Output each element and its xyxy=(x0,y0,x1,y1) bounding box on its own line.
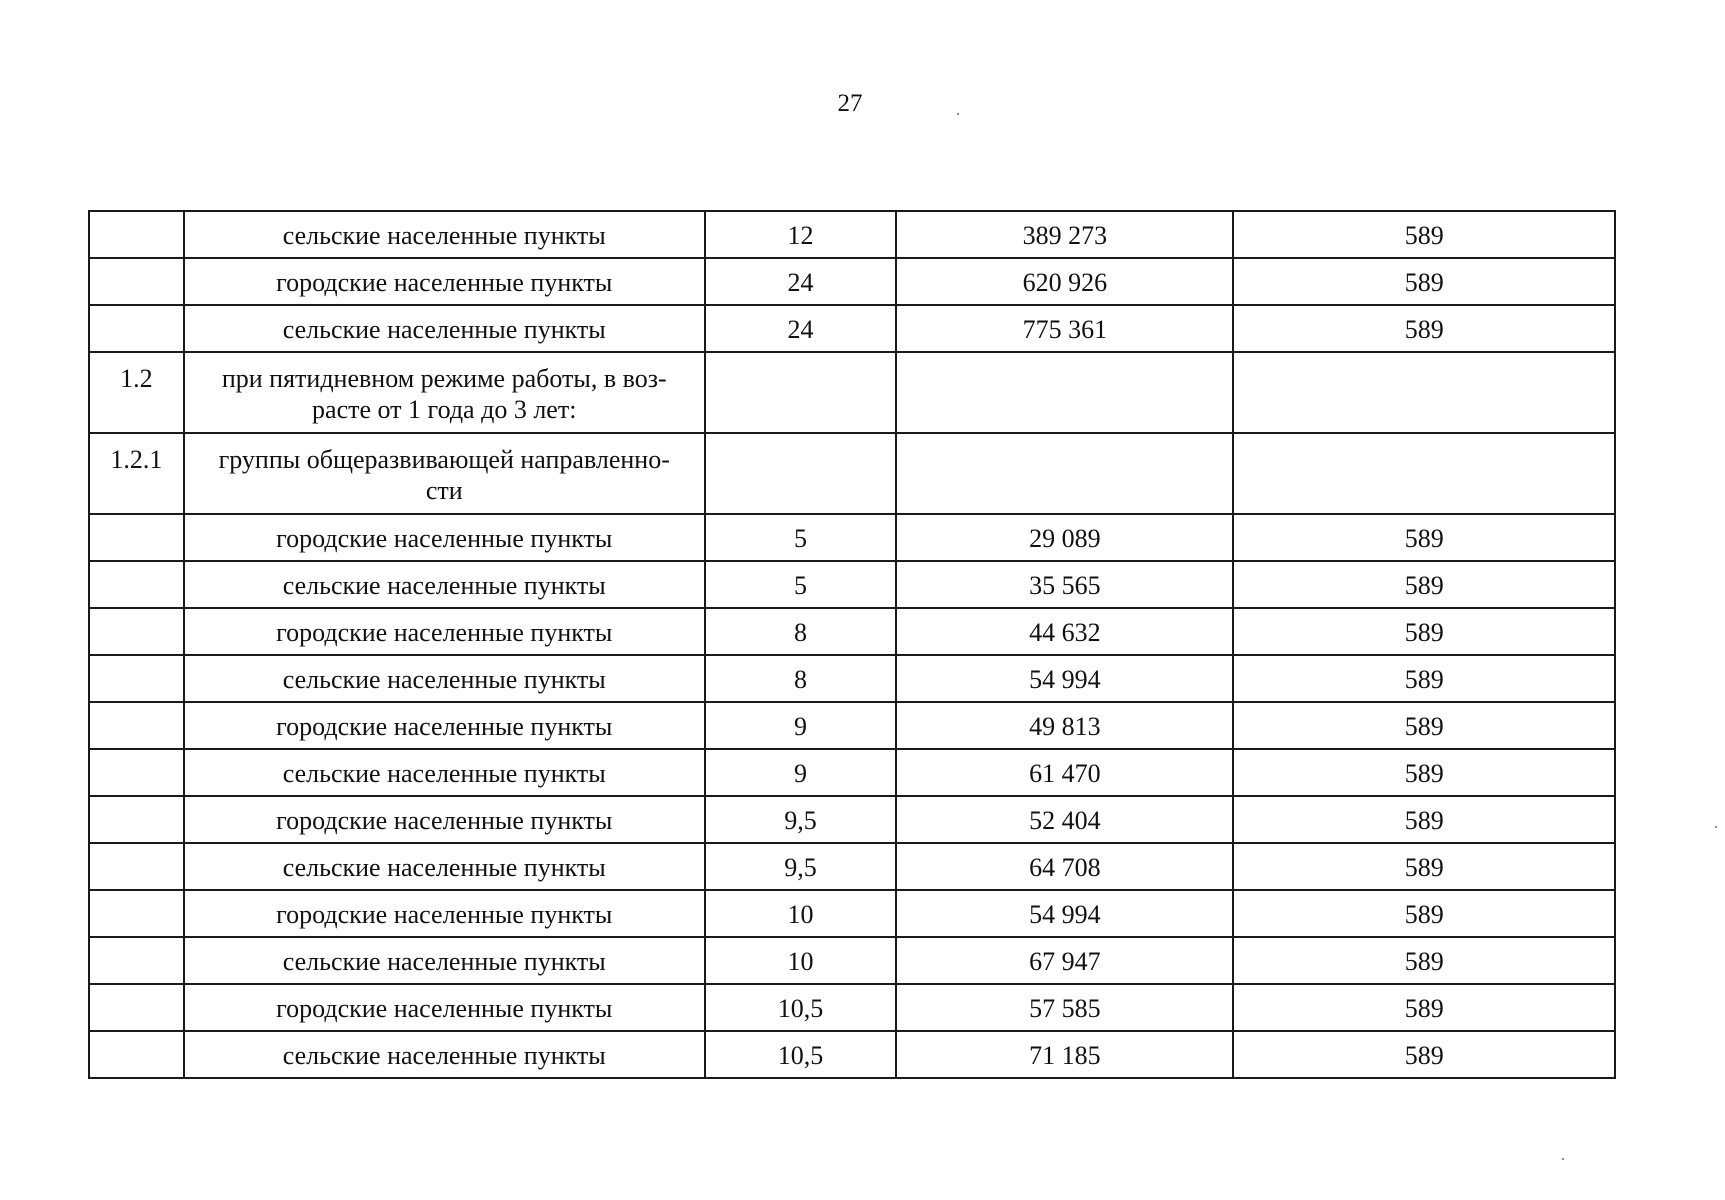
cell-cost xyxy=(896,352,1233,433)
table-row xyxy=(89,433,1615,514)
cell-cost: 54 994 xyxy=(896,890,1233,937)
cell-hours: 9 xyxy=(705,702,897,749)
cell-cost: 44 632 xyxy=(896,608,1233,655)
cell-cost: 49 813 xyxy=(896,702,1233,749)
cell-item-number: 1.2.1 xyxy=(89,433,184,514)
cell-settlement-type: сельские населенные пункты xyxy=(184,749,705,796)
cell-fee: 589 xyxy=(1233,211,1615,258)
cell-fee: 589 xyxy=(1233,258,1615,305)
table-row xyxy=(89,608,1615,655)
cell-item-number xyxy=(89,305,184,352)
cell-item-number xyxy=(89,702,184,749)
cell-hours: 8 xyxy=(705,608,897,655)
cell-hours: 24 xyxy=(705,258,897,305)
table-row xyxy=(89,702,1615,749)
table-row xyxy=(89,937,1615,984)
cell-cost: 389 273 xyxy=(896,211,1233,258)
table-row xyxy=(89,305,1615,352)
cell-fee: 589 xyxy=(1233,796,1615,843)
table-row xyxy=(89,749,1615,796)
table-row xyxy=(89,984,1615,1031)
table-row xyxy=(89,352,1615,433)
table-body xyxy=(89,211,1615,1078)
cell-item-number xyxy=(89,258,184,305)
cell-fee: 589 xyxy=(1233,749,1615,796)
cell-cost: 29 089 xyxy=(896,514,1233,561)
table-row xyxy=(89,843,1615,890)
cell-item-number xyxy=(89,984,184,1031)
cell-fee xyxy=(1233,352,1615,433)
cell-fee: 589 xyxy=(1233,1031,1615,1078)
table-row xyxy=(89,514,1615,561)
cell-text-line: группы общеразвивающей направленно- xyxy=(218,445,670,474)
cell-settlement-type: сельские населенные пункты xyxy=(184,937,705,984)
cell-settlement-type xyxy=(184,433,705,514)
cell-hours: 12 xyxy=(705,211,897,258)
cell-item-number xyxy=(89,890,184,937)
cell-cost: 54 994 xyxy=(896,655,1233,702)
cell-item-number xyxy=(89,749,184,796)
cell-hours: 10 xyxy=(705,937,897,984)
cell-fee: 589 xyxy=(1233,655,1615,702)
cell-fee: 589 xyxy=(1233,984,1615,1031)
cell-settlement-type: сельские населенные пункты xyxy=(184,1031,705,1078)
cell-item-number xyxy=(89,937,184,984)
cell-settlement-type: городские населенные пункты xyxy=(184,514,705,561)
cell-cost: 775 361 xyxy=(896,305,1233,352)
cell-fee: 589 xyxy=(1233,305,1615,352)
cell-fee: 589 xyxy=(1233,561,1615,608)
cell-settlement-type: сельские населенные пункты xyxy=(184,561,705,608)
cell-fee: 589 xyxy=(1233,937,1615,984)
cell-item-number xyxy=(89,608,184,655)
cell-cost: 71 185 xyxy=(896,1031,1233,1078)
cell-fee: 589 xyxy=(1233,514,1615,561)
cell-settlement-type: городские населенные пункты xyxy=(184,258,705,305)
cell-hours: 8 xyxy=(705,655,897,702)
cell-hours xyxy=(705,352,897,433)
cell-item-number: 1.2 xyxy=(89,352,184,433)
table-row xyxy=(89,258,1615,305)
cell-hours: 10,5 xyxy=(705,1031,897,1078)
table-row xyxy=(89,890,1615,937)
cell-settlement-type: сельские населенные пункты xyxy=(184,655,705,702)
cell-fee: 589 xyxy=(1233,843,1615,890)
cell-settlement-type: городские населенные пункты xyxy=(184,796,705,843)
cell-hours xyxy=(705,433,897,514)
cell-cost: 35 565 xyxy=(896,561,1233,608)
cell-hours: 9 xyxy=(705,749,897,796)
cell-settlement-type: городские населенные пункты xyxy=(184,984,705,1031)
cell-item-number xyxy=(89,796,184,843)
scan-artifact xyxy=(1715,826,1717,828)
cell-hours: 5 xyxy=(705,514,897,561)
scan-artifact xyxy=(1562,1158,1564,1160)
cell-cost: 67 947 xyxy=(896,937,1233,984)
cell-settlement-type: сельские населенные пункты xyxy=(184,211,705,258)
cell-cost: 61 470 xyxy=(896,749,1233,796)
cell-text-line: расте от 1 года до 3 лет: xyxy=(312,395,577,424)
cell-settlement-type: городские населенные пункты xyxy=(184,702,705,749)
cell-text-line: сти xyxy=(425,476,463,505)
cell-item-number xyxy=(89,655,184,702)
cell-fee xyxy=(1233,433,1615,514)
cell-cost: 64 708 xyxy=(896,843,1233,890)
table-row xyxy=(89,561,1615,608)
cell-hours: 9,5 xyxy=(705,796,897,843)
cell-fee: 589 xyxy=(1233,890,1615,937)
cell-fee: 589 xyxy=(1233,702,1615,749)
tariff-table xyxy=(88,210,1616,1079)
table-row xyxy=(89,655,1615,702)
cell-hours: 10 xyxy=(705,890,897,937)
cell-cost: 52 404 xyxy=(896,796,1233,843)
cell-hours: 5 xyxy=(705,561,897,608)
cell-text-line: при пятидневном режиме работы, в воз- xyxy=(221,364,667,393)
cell-hours: 24 xyxy=(705,305,897,352)
cell-item-number xyxy=(89,843,184,890)
cell-settlement-type: сельские населенные пункты xyxy=(184,843,705,890)
scan-artifact xyxy=(957,113,959,115)
cell-hours: 10,5 xyxy=(705,984,897,1031)
cell-settlement-type: сельские населенные пункты xyxy=(184,305,705,352)
cell-settlement-type: городские населенные пункты xyxy=(184,890,705,937)
cell-item-number xyxy=(89,514,184,561)
cell-fee: 589 xyxy=(1233,608,1615,655)
cell-item-number xyxy=(89,561,184,608)
cell-hours: 9,5 xyxy=(705,843,897,890)
cell-item-number xyxy=(89,211,184,258)
table-row xyxy=(89,1031,1615,1078)
cell-cost: 57 585 xyxy=(896,984,1233,1031)
cell-cost xyxy=(896,433,1233,514)
cell-settlement-type xyxy=(184,352,705,433)
cell-item-number xyxy=(89,1031,184,1078)
table-row xyxy=(89,796,1615,843)
cell-cost: 620 926 xyxy=(896,258,1233,305)
table-row xyxy=(89,211,1615,258)
cell-settlement-type: городские населенные пункты xyxy=(184,608,705,655)
page-number: 27 xyxy=(837,90,863,117)
